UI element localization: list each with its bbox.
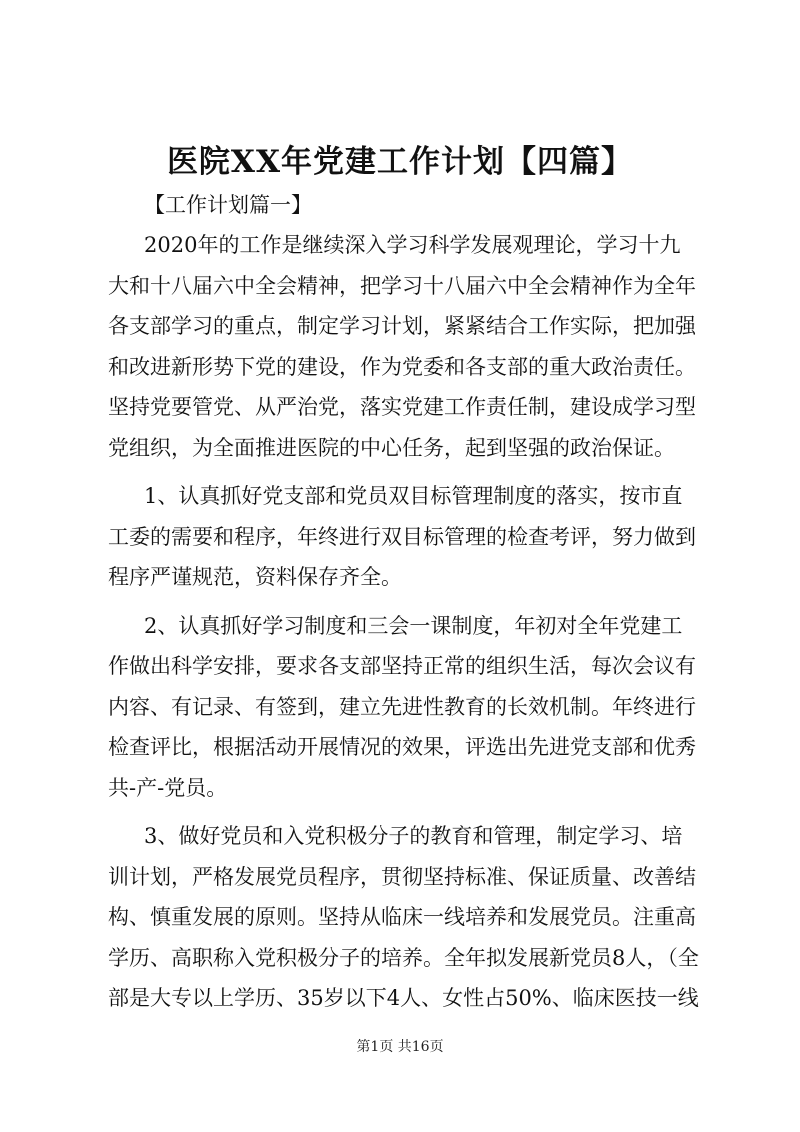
text-line: 内容、有记录、有签到，建立先进性教育的长效机制。年终进行	[108, 694, 696, 719]
text-line: 共-产-党员。	[108, 775, 228, 800]
paragraph-1	[108, 225, 708, 468]
text-line: 2、认真抓好学习制度和三会一课制度，年初对全年党建工	[144, 613, 683, 638]
text-line: 2020年的工作是继续深入学习科学发展观理论，学习十九	[144, 233, 681, 257]
text-line: 学历、高职称入党积极分子的培养。全年拟发展新党员8人，（全	[108, 945, 699, 970]
paragraph-3	[108, 606, 708, 809]
document-title: 医院XX年党建工作计划【四篇】	[166, 144, 634, 180]
text-line: 作做出科学安排，要求各支部坚持正常的组织生活，每次会议有	[108, 654, 696, 678]
text-line: 工委的需要和程序，年终进行双目标管理的检查考评，努力做到	[108, 524, 696, 549]
text-line: 各支部学习的重点，制定学习计划，紧紧结合工作实际，把加强	[108, 314, 696, 338]
text-line: 构、慎重发展的原则。坚持从临床一线培养和发展党员。注重高	[108, 905, 696, 929]
section-heading: 【工作计划篇一】	[144, 193, 312, 217]
text-line: 3、做好党员和入党积极分子的教育和管理，制定学习、培	[144, 824, 683, 848]
page-footer: 第1页 共16页	[356, 1039, 444, 1055]
text-line: 大和十八届六中全会精神，把学习十八届六中全会精神作为全年	[108, 273, 696, 298]
text-line: 和改进新形势下党的建设，作为党委和各支部的重大政治责任。	[108, 354, 696, 379]
text-line: 程序严谨规范，资料保存齐全。	[108, 565, 402, 589]
text-line: 检查评比，根据活动开展情况的效果，评选出先进党支部和优秀	[108, 735, 696, 759]
text-line: 坚持党要管党、从严治党，落实党建工作责任制，建设成学习型	[108, 395, 696, 419]
text-line: 部是大专以上学历、35岁以下4人、女性占50%、临床医技一线	[108, 986, 699, 1010]
paragraph-2	[108, 476, 708, 598]
document-body	[108, 225, 708, 1027]
text-line: 党组织，为全面推进医院的中心任务，起到坚强的政治保证。	[108, 435, 675, 460]
text-line: 1、认真抓好党支部和党员双目标管理制度的落实，按市直	[144, 484, 683, 508]
paragraph-4	[108, 816, 708, 1019]
text-line: 训计划，严格发展党员程序，贯彻坚持标准、保证质量、改善结	[108, 864, 696, 889]
